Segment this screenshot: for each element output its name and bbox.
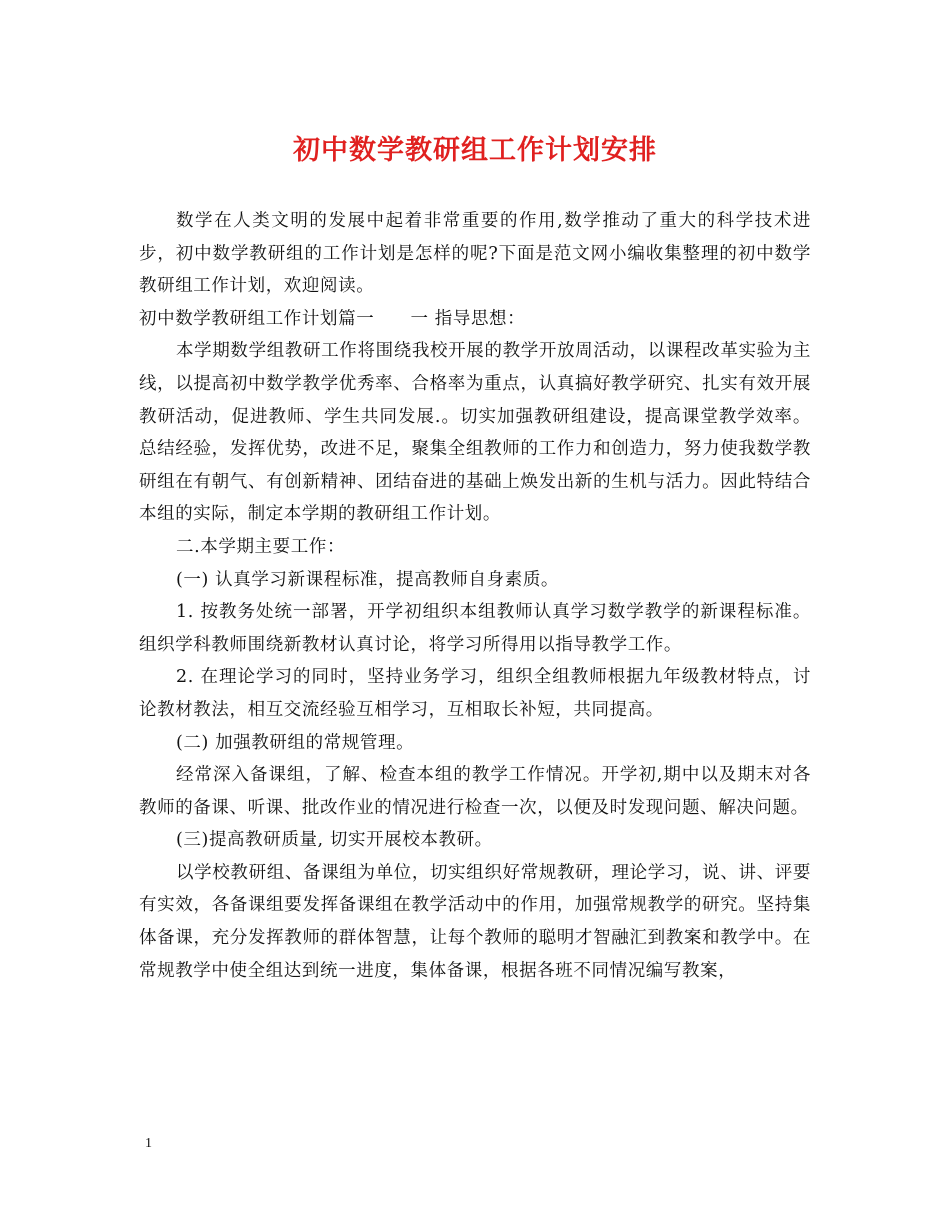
page-number: 1: [145, 1136, 152, 1151]
paragraph: 数学在人类文明的发展中起着非常重要的作用,数学推动了重大的科学技术进步，初中数学教研组的工作计划是怎样的呢?下面是范文网小编收集整理的初中数学教研组工作计划，欢迎阅读。: [139, 211, 811, 297]
document-body: [139, 205, 811, 987]
paragraph: 1. 按教务处统一部署，开学初组织本组教师认真学习数学教学的新课程标准。组织学科教师围绕新教材认真讨论，将学习所得用以指导教学工作。: [139, 602, 811, 655]
subsection-heading: (一) 认真学习新课程标准，提高教师自身素质。: [176, 569, 560, 590]
paragraph: 以学校教研组、备课组为单位，切实组织好常规教研，理论学习，说、讲、评要有实效，各备课组要发挥备课组在教学活动中的作用，加强常规教学的研究。坚持集体备课，充分发挥教师的群体智慧，让每个教师的聪明才智融汇到教案和教学中。在常规教学中使全组达到统一进度，集体备课，根据各班不同情况编写教案，: [139, 862, 811, 981]
section-heading: 初中数学教研组工作计划篇一 一 指导思想：: [139, 308, 526, 329]
section-heading: 二.本学期主要工作：: [176, 536, 346, 557]
document-title: 初中数学教研组工作计划安排: [293, 135, 657, 166]
paragraph: 经常深入备课组，了解、检查本组的教学工作情况。开学初,期中以及期末对各教师的备课、听课、批改作业的情况进行检查一次，以便及时发现问题、解决问题。: [139, 765, 811, 818]
subsection-heading: (三)提高教研质量, 切实开展校本教研。: [176, 830, 493, 851]
paragraph: 本学期数学组教研工作将围绕我校开展的教学开放周活动，以课程改革实验为主线，以提高初中数学教学优秀率、合格率为重点，认真搞好教学研究、扎实有效开展教研活动，促进教师、学生共同发展.。切实加强教研组建设，提高课堂教学效率。总结经验，发挥优势，改进不足，聚集全组教师的工作力和创造力，努力使我数学教研组在有朝气、有创新精神、团结奋进的基础上焕发出新的生机与活力。因此特结合本组的实际，制定本学期的教研组工作计划。: [139, 341, 811, 525]
subsection-heading: (二) 加强教研组的常规管理。: [176, 732, 415, 753]
paragraph: 2. 在理论学习的同时，坚持业务学习，组织全组教师根据九年级教材特点，讨论教材教法，相互交流经验互相学习，互相取长补短，共同提高。: [139, 667, 811, 720]
